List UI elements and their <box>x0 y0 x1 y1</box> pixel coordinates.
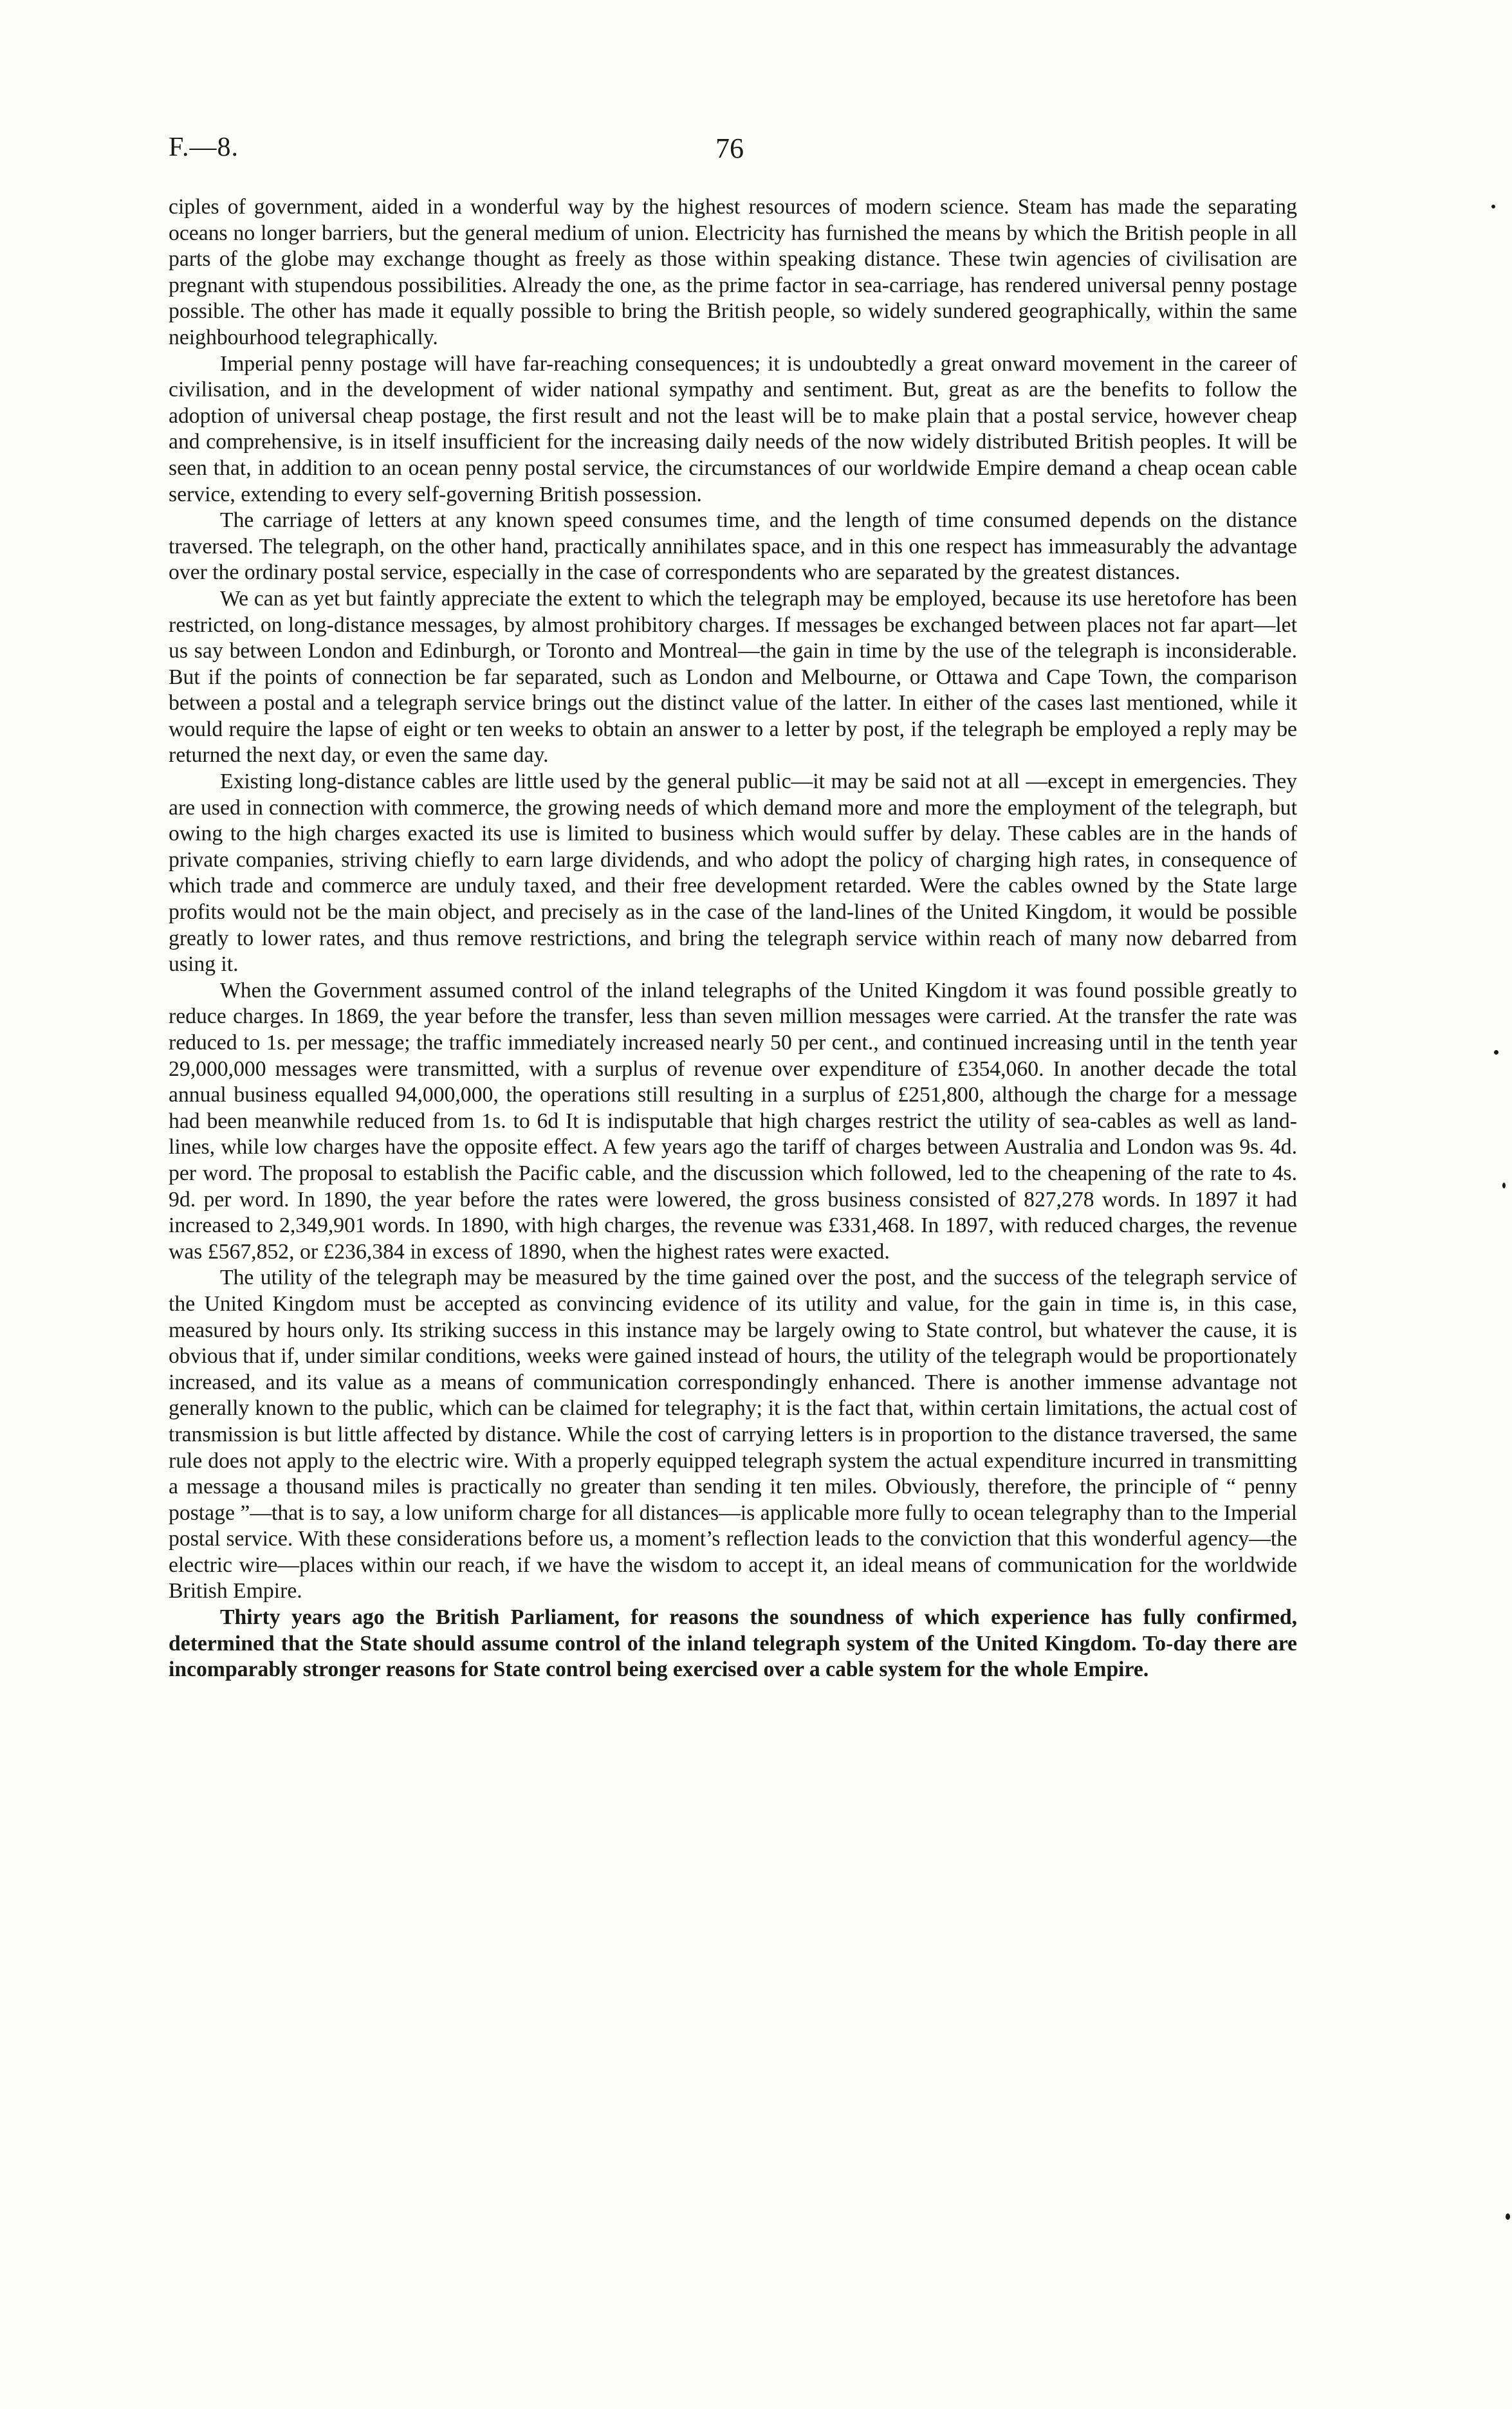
page-header <box>169 132 1295 177</box>
body-text <box>169 194 1297 1683</box>
paragraph-long-distance-cables: Existing long-distance cables are little used by the general public—it may be said not at all —except in emergencies. They are used in connection with commerce, the growing needs of which demand more and more the employment of the telegraph, but owing to the high charges exacted its use is limited to business which would suffer by delay. These cables are in the hands of private companies, striving chiefly to earn large dividends, and who adopt the policy of charging high rates, in consequence of which trade and commerce are unduly taxed, and their free development retarded. Were the cables owned by the State large profits would not be the main object, and precisely as in the case of the land-lines of the United Kingdom, it would be possible greatly to lower rates, and thus remove restrictions, and bring the telegraph service within reach of many now debarred from using it. <box>169 770 1297 977</box>
paragraph-imperial-penny-postage: Imperial penny postage will have far-reaching consequences; it is undoubtedly a great onward movement in the career of civilisation, and in the development of wider national sympathy and sentiment. But, great as are the benefits to follow the adoption of universal cheap postage, the first result and not the least will be to make plain that a postal service, however cheap and comprehensive, is in itself insufficient for the increasing daily needs of the now widely distributed British peoples. It will be seen that, in addition to an ocean penny postal service, the circumstances of our worldwide Empire demand a cheap ocean cable service, extending to every self-governing British possession. <box>169 351 1297 506</box>
paragraph-telegraph-extent: We can as yet but faintly appreciate the extent to which the telegraph may be employed, because its use heretofore has been restricted, on long-distance messages, by almost prohibitory charges. If messages be exchanged between places not far apart—let us say between London and Edinburgh, or Toronto and Montreal—the gain in time by the use of the telegraph is inconsiderable. But if the points of connection be far separated, such as London and Melbourne, or Ottawa and Cape Town, the comparison between a postal and a telegraph service brings out the distinct value of the latter. In either of the cases last mentioned, while it would require the lapse of eight or ten weeks to obtain an answer to a letter by post, if the telegraph be employed a reply may be returned the next day, or even the same day. <box>169 586 1297 768</box>
margin-speck <box>1502 1183 1506 1188</box>
margin-speck <box>1494 1050 1498 1055</box>
paragraph-telegraph-utility: The utility of the telegraph may be measured by the time gained over the post, and the success of the telegraph service of the United Kingdom must be accepted as convincing evidence of its utility and value, for the gain in time is, in this case, measured by hours only. Its striking success in this instance may be largely owing to State control, but whatever the cause, it is obvious that if, under similar conditions, weeks were gained instead of hours, the utility of the telegraph would be proportionately increased, and its value as a means of communication correspondingly enhanced. There is another immense advantage not generally known to the public, which can be claimed for telegraphy; it is the fact that, within certain limitations, the actual cost of transmission is but little affected by distance. While the cost of carrying letters is in proportion to the distance traversed, the same rule does not apply to the electric wire. With a properly equipped telegraph system the actual expenditure incurred in transmitting a message a thousand miles is practically no greater than sending it ten miles. Obviously, therefore, the principle of “ penny postage ”—that is to say, a low uniform charge for all distances—is applicable more fully to ocean telegraphy than to the Imperial postal service. With these considerations before us, a moment’s reflection leads to the conviction that this wonderful agency—the electric wire—places within our reach, if we have the wisdom to accept it, an ideal means of communication for the worldwide British Empire. <box>169 1266 1297 1603</box>
margin-speck <box>1506 2213 1510 2220</box>
margin-speck <box>1491 205 1495 208</box>
paragraph-continuation: ciples of government, aided in a wonderful way by the highest resources of modern science. Steam has made the separating oceans no longer barriers, but the general medium of union. Electricity has furnished the means by which the British people in all parts of the globe may exchange thought as freely as those within speaking distance. These twin agencies of civilisation are pregnant with stupendous possibilities. Already the one, as the prime factor in sea-carriage, has rendered universal penny postage possible. The other has made it equally possible to bring the British people, so widely sundered geographically, within the same neighbourhood telegraphically. <box>169 195 1297 349</box>
paragraph-carriage-of-letters: The carriage of letters at any known speed consumes time, and the length of time consumed depends on the distance traversed. The telegraph, on the other hand, practically annihilates space, and in this one respect has immeasurably the advantage over the ordinary postal service, especially in the case of correspondents who are separated by the greatest distances. <box>169 508 1297 585</box>
paragraph-government-control: When the Government assumed control of the inland telegraphs of the United Kingdom it was found possible greatly to reduce charges. In 1869, the year before the transfer, less than seven million messages were carried. At the transfer the rate was reduced to 1s. per message; the traffic immediately increased nearly 50 per cent., and continued increasing until in the tenth year 29,000,000 messages were transmitted, with a surplus of revenue over expenditure of £354,060. In another decade the total annual business equalled 94,000,000, the operations still resulting in a surplus of £251,800, although the charge for a message had been meanwhile reduced from 1s. to 6d It is indisputable that high charges restrict the utility of sea-cables as well as land-lines, while low charges have the opposite effect. A few years ago the tariff of charges between Australia and London was 9s. 4d. per word. The proposal to establish the Pacific cable, and the discussion which followed, led to the cheapening of the rate to 4s. 9d. per word. In 1890, the year before the rates were lowered, the gross business consisted of 827,278 words. In 1897 it had increased to 2,349,901 words. In 1890, with high charges, the revenue was £331,468. In 1897, with reduced charges, the revenue was £567,852, or £236,384 in excess of 1890, when the highest rates were exacted. <box>169 978 1297 1264</box>
document-reference: F.—8. <box>169 133 239 162</box>
paragraph-thirty-years-ago: Thirty years ago the British Parliament, for reasons the soundness of which experience has fully confirmed, determined that the State should assume control of the inland telegraph system of the United Kingdom. To-day there are incomparably stronger reasons for State control being exercised over a cable system for the whole Empire. <box>169 1605 1297 1682</box>
page-number: 76 <box>715 133 744 164</box>
